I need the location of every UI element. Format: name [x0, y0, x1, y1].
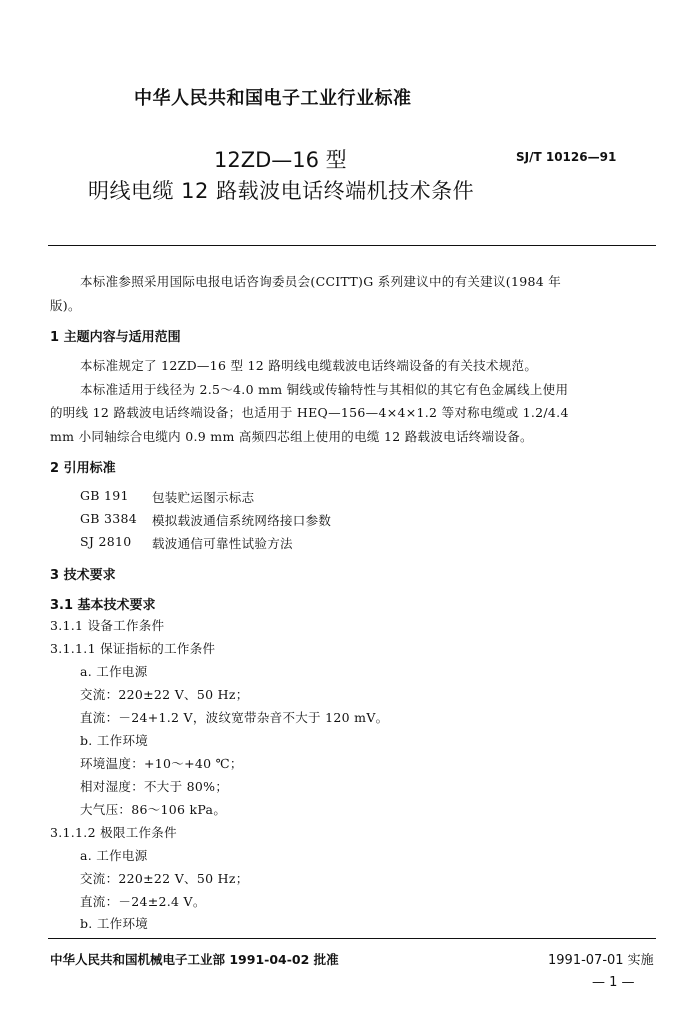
- item-a-ac: 交流：220±22 V、50 Hz；: [80, 687, 249, 702]
- approval-line: 中华人民共和国机械电子工业部 1991-04-02 批准: [50, 952, 339, 967]
- header-rule: [48, 245, 656, 246]
- reference-code: GB 191: [80, 488, 129, 503]
- standard-org: 中华人民共和国电子工业行业标准: [134, 88, 412, 109]
- section-3-1-heading: 3.1 基本技术要求: [50, 598, 156, 613]
- section-1-p2-line-1: 本标准适用于线径为 2.5～4.0 mm 铜线或传输特性与其相似的其它有色金属线上使用: [80, 382, 569, 397]
- item-c-ac: 交流：220±22 V、50 Hz；: [80, 871, 249, 886]
- section-3-1-1-1-heading: 3.1.1.1 保证指标的工作条件: [50, 641, 216, 656]
- model-number: 12ZD—16 型: [214, 148, 347, 172]
- reference-name: 载波通信可靠性试验方法: [152, 536, 293, 551]
- section-3-1-1-2-heading: 3.1.1.2 极限工作条件: [50, 825, 177, 840]
- section-2-heading: 2 引用标准: [50, 461, 116, 476]
- doc-title: 明线电缆 12 路载波电话终端机技术条件: [88, 179, 475, 203]
- item-d-label: b. 工作环境: [80, 916, 149, 931]
- section-1-p2-line-2: 的明线 12 路载波电话终端设备；也适用于 HEQ—156—4×4×1.2 等对称电缆或 1.2/4.4: [50, 405, 569, 420]
- item-c-label: a. 工作电源: [80, 848, 148, 863]
- intro-line-1: 本标准参照采用国际电报电话咨询委员会(CCITT)G 系列建议中的有关建议(1984 年: [80, 274, 562, 289]
- reference-name: 包装贮运图示标志: [152, 490, 255, 505]
- section-1-heading: 1 主题内容与适用范围: [50, 330, 181, 345]
- reference-code: SJ 2810: [80, 534, 132, 549]
- item-b-pressure: 大气压：86～106 kPa。: [80, 802, 227, 817]
- item-b-label: b. 工作环境: [80, 733, 149, 748]
- page-number: — 1 —: [592, 975, 635, 990]
- intro-line-2: 版)。: [50, 298, 81, 313]
- effective-date: 1991-07-01 实施: [548, 953, 654, 968]
- item-b-humidity: 相对湿度：不大于 80%；: [80, 779, 229, 794]
- item-a-dc: 直流：－24+1.2 V，波纹宽带杂音不大于 120 mV。: [80, 710, 389, 725]
- section-1-p1: 本标准规定了 12ZD—16 型 12 路明线电缆载波电话终端设备的有关技术规范。: [80, 358, 538, 373]
- reference-code: GB 3384: [80, 511, 138, 526]
- section-3-1-1-heading: 3.1.1 设备工作条件: [50, 618, 165, 633]
- section-1-p2-line-3: mm 小同轴综合电缆内 0.9 mm 高频四芯组上使用的电缆 12 路载波电话终端设备。: [50, 429, 533, 444]
- footer-rule: [48, 938, 656, 939]
- doc-code: SJ/T 10126—91: [516, 150, 617, 164]
- section-3-heading: 3 技术要求: [50, 568, 116, 583]
- item-c-dc: 直流：－24±2.4 V。: [80, 894, 206, 909]
- reference-name: 模拟载波通信系统网络接口参数: [152, 513, 332, 528]
- item-b-temperature: 环境温度：+10～+40 ℃；: [80, 756, 243, 771]
- item-a-label: a. 工作电源: [80, 664, 148, 679]
